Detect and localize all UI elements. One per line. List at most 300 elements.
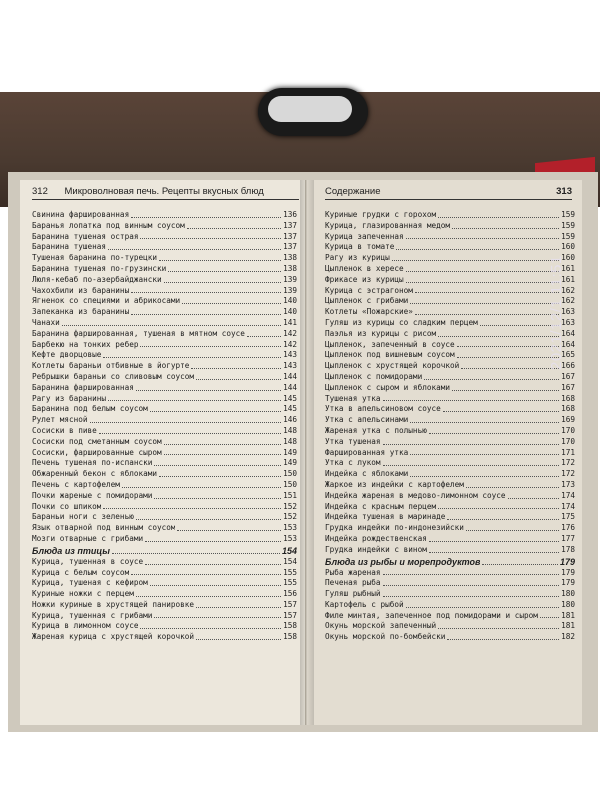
dot-leader — [466, 487, 559, 488]
contents-entry — [325, 534, 575, 545]
entry-title: Жареная курица с хрустящей корочкой — [32, 632, 194, 642]
contents-entry — [325, 296, 575, 307]
dot-leader — [62, 325, 281, 326]
entry-page-number: 182 — [561, 632, 575, 642]
contents-entry — [325, 632, 575, 643]
dot-leader — [187, 228, 281, 229]
contents-entry — [325, 286, 575, 297]
entry-title: Блюда из птицы — [32, 545, 110, 556]
contents-entry — [32, 296, 297, 307]
contents-entry — [325, 523, 575, 534]
entry-title: Цыпленок с сыром и яблоками — [325, 382, 450, 392]
entry-title: Баранина фаршированная, тушеная в мятном соусе — [32, 328, 245, 338]
contents-entry — [325, 589, 575, 600]
dot-leader — [383, 574, 560, 575]
dot-leader — [136, 519, 281, 520]
entry-title: Грудка индейки по-индонезийски — [325, 523, 464, 533]
entry-title: Чанахи — [32, 317, 60, 327]
entry-page-number: 181 — [561, 621, 575, 631]
contents-entry — [32, 329, 297, 340]
entry-title: Курица, тушенная в соусе — [32, 556, 144, 566]
entry-title: Сосиски под сметанным соусом — [32, 436, 162, 446]
entry-title: Курица в лимонном соусе — [32, 621, 139, 631]
dot-leader — [112, 553, 280, 554]
dot-leader — [159, 476, 281, 477]
entry-title: Кефте дворцовые — [32, 350, 102, 360]
entry-title: Печеная рыба — [325, 578, 381, 588]
contents-entry — [325, 361, 575, 372]
contents-entry — [32, 361, 297, 372]
dot-leader — [438, 628, 559, 629]
entry-page-number: 170 — [561, 425, 575, 435]
entry-title: Котлеты бараньи отбивные в йогурте — [32, 361, 190, 371]
dot-leader — [508, 498, 560, 499]
dot-leader — [103, 508, 281, 509]
entry-title: Гуляш из курицы со сладким перцем — [325, 317, 478, 327]
entry-page-number: 157 — [283, 610, 297, 620]
entry-title: Индейка рождественская — [325, 533, 427, 543]
entry-page-number: 159 — [561, 220, 575, 230]
dot-leader — [131, 217, 281, 218]
entry-page-number: 178 — [561, 544, 575, 554]
entry-page-number: 137 — [283, 242, 297, 252]
entry-page-number: 158 — [283, 621, 297, 631]
contents-entry — [325, 512, 575, 523]
entry-page-number: 155 — [283, 567, 297, 577]
entry-title: Курица в томате — [325, 242, 395, 252]
contents-entry — [32, 426, 297, 437]
left-running-title: Микроволновая печь. Рецепты вкусных блюд — [64, 186, 264, 197]
contents-entry — [325, 394, 575, 405]
dot-leader — [122, 487, 281, 488]
contents-entry — [32, 621, 297, 632]
entry-title: Фаршированная утка — [325, 447, 409, 457]
dot-leader — [383, 444, 560, 445]
contents-entry — [32, 210, 297, 221]
entry-title: Люля-кебаб по-азербайджански — [32, 274, 162, 284]
entry-page-number: 145 — [283, 404, 297, 414]
entry-page-number: 167 — [561, 371, 575, 381]
entry-title: Курица, глазированная медом — [325, 220, 450, 230]
entry-page-number: 167 — [561, 382, 575, 392]
dot-leader — [438, 217, 559, 218]
dot-leader — [136, 390, 281, 391]
right-contents-list — [325, 210, 575, 643]
contents-entry — [325, 350, 575, 361]
dot-leader — [540, 617, 559, 618]
entry-title: Цыпленок под вишневым соусом — [325, 350, 455, 360]
dot-leader — [145, 564, 281, 565]
contents-entry — [32, 275, 297, 286]
contents-entry — [325, 340, 575, 351]
dot-leader — [164, 444, 282, 445]
dot-leader — [429, 552, 559, 553]
dot-leader — [140, 346, 281, 347]
entry-title: Цыпленок с помидорами — [325, 371, 423, 381]
entry-page-number: 161 — [561, 274, 575, 284]
entry-title: Филе минтая, запеченное под помидорами и сыром — [325, 610, 538, 620]
entry-title: Тушеная баранина по-турецки — [32, 253, 157, 263]
entry-title: Утка в апельсиновом соусе — [325, 404, 441, 414]
entry-page-number: 150 — [283, 479, 297, 489]
contents-entry — [32, 372, 297, 383]
dot-leader — [452, 228, 559, 229]
entry-page-number: 148 — [283, 425, 297, 435]
entry-page-number: 144 — [283, 382, 297, 392]
entry-page-number: 181 — [561, 610, 575, 620]
entry-page-number: 162 — [561, 285, 575, 295]
entry-title: Грудка индейки с вином — [325, 544, 427, 554]
entry-page-number: 174 — [561, 501, 575, 511]
dot-leader — [415, 314, 559, 315]
contents-entry — [32, 491, 297, 502]
entry-page-number: 169 — [561, 415, 575, 425]
entry-title: Окунь морской запеченный — [325, 621, 437, 631]
entry-title: Утка с луком — [325, 458, 381, 468]
contents-entry — [32, 502, 297, 513]
entry-page-number: 149 — [283, 447, 297, 457]
entry-title: Баранья лопатка под винным соусом — [32, 220, 185, 230]
dot-leader — [410, 303, 559, 304]
contents-entry — [325, 242, 575, 253]
dot-leader — [196, 379, 281, 380]
entry-title: Рыба жареная — [325, 567, 381, 577]
dot-leader — [140, 628, 281, 629]
dot-leader — [415, 292, 559, 293]
contents-entry — [32, 448, 297, 459]
contents-entry — [325, 568, 575, 579]
entry-page-number: 140 — [283, 307, 297, 317]
phone-screen-reflection — [268, 96, 352, 122]
entry-page-number: 161 — [561, 263, 575, 273]
dot-leader — [392, 260, 559, 261]
entry-title: Блюда из рыбы и морепродуктов — [325, 556, 481, 567]
contents-entry — [32, 557, 297, 568]
entry-page-number: 136 — [283, 210, 297, 219]
entry-title: Чахохбили из баранины — [32, 285, 130, 295]
right-page-number: 313 — [556, 186, 572, 197]
contents-entry — [32, 286, 297, 297]
dot-leader — [103, 357, 281, 358]
entry-page-number: 142 — [283, 339, 297, 349]
dot-leader — [154, 617, 281, 618]
entry-page-number: 180 — [561, 599, 575, 609]
entry-title: Печень с картофелем — [32, 479, 120, 489]
dot-leader — [383, 465, 560, 466]
dot-leader — [159, 260, 281, 261]
entry-page-number: 143 — [283, 350, 297, 360]
contents-entry — [32, 253, 297, 264]
dot-leader — [406, 238, 559, 239]
contents-entry — [325, 415, 575, 426]
entry-title: Рулет мясной — [32, 415, 88, 425]
right-page-header — [325, 186, 572, 200]
contents-entry — [32, 415, 297, 426]
entry-page-number: 163 — [561, 317, 575, 327]
entry-title: Обжаренный бекон с яблоками — [32, 469, 157, 479]
entry-title: Мозги отварные с грибами — [32, 533, 144, 543]
entry-title: Барбекю на тонких ребер — [32, 339, 139, 349]
contents-entry — [325, 600, 575, 611]
entry-title: Почки жареные с помидорами — [32, 490, 153, 500]
entry-title: Тушеная утка — [325, 393, 381, 403]
contents-entry — [32, 568, 297, 579]
dot-leader — [136, 596, 281, 597]
bottom-background — [0, 735, 600, 800]
entry-title: Бараньи ноги с зеленью — [32, 512, 134, 522]
entry-page-number: 146 — [283, 415, 297, 425]
contents-entry — [32, 232, 297, 243]
entry-page-number: 180 — [561, 589, 575, 599]
contents-entry — [32, 340, 297, 351]
contents-entry — [32, 480, 297, 491]
entry-page-number: 141 — [283, 317, 297, 327]
dot-leader — [131, 292, 281, 293]
contents-entry — [325, 426, 575, 437]
entry-page-number: 148 — [283, 436, 297, 446]
entry-title: Цыпленок с грибами — [325, 296, 409, 306]
entry-page-number: 150 — [283, 469, 297, 479]
contents-entry — [325, 383, 575, 394]
contents-entry — [32, 221, 297, 232]
entry-page-number: 138 — [283, 253, 297, 263]
entry-title: Курица с белым соусом — [32, 567, 130, 577]
entry-title: Картофель с рыбой — [325, 599, 404, 609]
dot-leader — [154, 498, 281, 499]
entry-page-number: 176 — [561, 523, 575, 533]
entry-title: Сосиски в пиве — [32, 425, 97, 435]
contents-entry — [325, 611, 575, 622]
left-contents-list — [32, 210, 297, 643]
dot-leader — [457, 357, 560, 358]
dot-leader — [150, 585, 281, 586]
entry-title: Баранина тушеная острая — [32, 231, 139, 241]
entry-title: Сосиски, фаршированные сыром — [32, 447, 162, 457]
entry-page-number: 179 — [559, 556, 575, 567]
entry-page-number: 170 — [561, 436, 575, 446]
entry-page-number: 154 — [283, 556, 297, 566]
entry-page-number: 140 — [283, 296, 297, 306]
entry-page-number: 143 — [283, 361, 297, 371]
dot-leader — [410, 422, 559, 423]
entry-title: Рагу из курицы — [325, 253, 390, 263]
entry-title: Окунь морской по-бомбейски — [325, 632, 446, 642]
dot-leader — [457, 346, 560, 347]
dot-leader — [410, 454, 559, 455]
dot-leader — [447, 519, 559, 520]
entry-page-number: 177 — [561, 533, 575, 543]
contents-entry — [325, 458, 575, 469]
contents-entry — [325, 232, 575, 243]
contents-entry — [325, 318, 575, 329]
dot-leader — [196, 607, 281, 608]
entry-page-number: 154 — [281, 545, 297, 556]
contents-entry — [325, 264, 575, 275]
entry-title: Ребрышки бараньи со сливовым соусом — [32, 371, 194, 381]
dot-leader — [154, 465, 281, 466]
entry-page-number: 160 — [561, 253, 575, 263]
entry-page-number: 164 — [561, 339, 575, 349]
contents-entry — [32, 264, 297, 275]
right-running-title: Содержание — [325, 186, 381, 197]
entry-page-number: 164 — [561, 328, 575, 338]
entry-title: Цыпленок, запеченный в соусе — [325, 339, 455, 349]
entry-page-number: 149 — [283, 458, 297, 468]
entry-title: Баранина фаршированная — [32, 382, 134, 392]
contents-entry — [32, 458, 297, 469]
dot-leader — [247, 336, 281, 337]
entry-page-number: 159 — [561, 210, 575, 219]
contents-entry — [325, 545, 575, 556]
dot-leader — [396, 249, 559, 250]
entry-page-number: 160 — [561, 242, 575, 252]
entry-page-number: 172 — [561, 458, 575, 468]
entry-title: Курица, тушеная с кефиром — [32, 578, 148, 588]
entry-page-number: 144 — [283, 371, 297, 381]
dot-leader — [438, 336, 559, 337]
entry-page-number: 139 — [283, 274, 297, 284]
entry-page-number: 152 — [283, 501, 297, 511]
contents-entry — [32, 469, 297, 480]
dot-leader — [406, 607, 559, 608]
dot-leader — [140, 238, 281, 239]
right-page — [307, 180, 582, 725]
entry-page-number: 171 — [561, 447, 575, 457]
contents-entry — [32, 307, 297, 318]
entry-page-number: 163 — [561, 307, 575, 317]
dot-leader — [182, 303, 281, 304]
contents-entry — [325, 372, 575, 383]
entry-page-number: 138 — [283, 263, 297, 273]
entry-title: Курица, тушенная с грибами — [32, 610, 153, 620]
entry-page-number: 165 — [561, 350, 575, 360]
contents-entry — [32, 589, 297, 600]
contents-entry — [325, 448, 575, 459]
entry-page-number: 158 — [283, 632, 297, 642]
entry-page-number: 156 — [283, 589, 297, 599]
entry-title: Курица с эстрагоном — [325, 285, 413, 295]
entry-page-number: 137 — [283, 231, 297, 241]
photo-timestamp: 2021/12/1 11:51 — [548, 255, 565, 370]
contents-entry — [32, 512, 297, 523]
entry-page-number: 179 — [561, 578, 575, 588]
entry-page-number: 155 — [283, 578, 297, 588]
dot-leader — [406, 282, 559, 283]
dot-leader — [466, 530, 559, 531]
dot-leader — [438, 508, 559, 509]
contents-entry — [325, 275, 575, 286]
contents-entry — [32, 383, 297, 394]
entry-title: Куриные грудки с горохом — [325, 210, 437, 219]
entry-title: Запеканка из баранины — [32, 307, 130, 317]
entry-title: Утка тушеная — [325, 436, 381, 446]
contents-entry — [325, 221, 575, 232]
entry-title: Баранина тушеная — [32, 242, 107, 252]
entry-title: Баранина под белым соусом — [32, 404, 148, 414]
dot-leader — [131, 314, 281, 315]
dot-leader — [383, 596, 560, 597]
dot-leader — [150, 411, 281, 412]
entry-title: Индейка с красным перцем — [325, 501, 437, 511]
contents-entry — [32, 350, 297, 361]
left-page-number: 312 — [32, 186, 48, 197]
contents-entry — [325, 480, 575, 491]
contents-entry — [32, 578, 297, 589]
dot-leader — [145, 541, 281, 542]
entry-page-number: 166 — [561, 361, 575, 371]
entry-title: Утка с апельсинами — [325, 415, 409, 425]
entry-page-number: 153 — [283, 533, 297, 543]
dot-leader — [90, 422, 282, 423]
entry-title: Ягненок со специями и абрикосами — [32, 296, 181, 306]
contents-entry — [325, 491, 575, 502]
contents-entry — [325, 621, 575, 632]
entry-title: Язык отварной под винным соусом — [32, 523, 176, 533]
entry-page-number: 168 — [561, 404, 575, 414]
entry-page-number: 162 — [561, 296, 575, 306]
dot-leader — [168, 271, 281, 272]
contents-entry — [32, 394, 297, 405]
entry-title: Рагу из баранины — [32, 393, 107, 403]
entry-title: Баранина тушеная по-грузински — [32, 263, 167, 273]
entry-page-number: 175 — [561, 512, 575, 522]
dot-leader — [99, 433, 281, 434]
dot-leader — [406, 271, 559, 272]
contents-entry — [32, 632, 297, 643]
entry-title: Цыпленок с хрустящей корочкой — [325, 361, 460, 371]
dot-leader — [108, 400, 281, 401]
entry-page-number: 174 — [561, 490, 575, 500]
entry-page-number: 173 — [561, 479, 575, 489]
dot-leader — [482, 564, 558, 565]
entry-page-number: 159 — [561, 231, 575, 241]
entry-page-number: 145 — [283, 393, 297, 403]
entry-title: Котлеты «Пожарские» — [325, 307, 413, 317]
dot-leader — [383, 400, 560, 401]
contents-entry — [325, 404, 575, 415]
contents-entry — [32, 437, 297, 448]
entry-title: Почки со шпиком — [32, 501, 102, 511]
entry-page-number: 137 — [283, 220, 297, 230]
dot-leader — [410, 476, 559, 477]
entry-title: Индейка тушеная в маринаде — [325, 512, 446, 522]
left-page — [20, 180, 306, 725]
dot-leader — [429, 433, 559, 434]
top-background — [0, 0, 600, 92]
entry-title: Фрикасе из курицы — [325, 274, 404, 284]
contents-entry — [32, 242, 297, 253]
entry-page-number: 179 — [561, 567, 575, 577]
dot-leader — [191, 368, 281, 369]
dot-leader — [164, 454, 282, 455]
entry-title: Индейка с яблоками — [325, 469, 409, 479]
dot-leader — [108, 249, 281, 250]
entry-page-number: 157 — [283, 599, 297, 609]
contents-entry — [32, 404, 297, 415]
dot-leader — [177, 530, 281, 531]
entry-title: Курица запеченная — [325, 231, 404, 241]
entry-title: Свинина фаршированная — [32, 210, 130, 219]
left-page-header — [32, 186, 299, 200]
section-heading — [32, 545, 297, 557]
entry-title: Печень тушеная по-испански — [32, 458, 153, 468]
book-gutter — [300, 180, 314, 725]
entry-title: Индейка жареная в медово-лимонном соусе — [325, 490, 506, 500]
contents-entry — [325, 502, 575, 513]
dot-leader — [131, 574, 281, 575]
entry-page-number: 153 — [283, 523, 297, 533]
dot-leader — [424, 379, 559, 380]
